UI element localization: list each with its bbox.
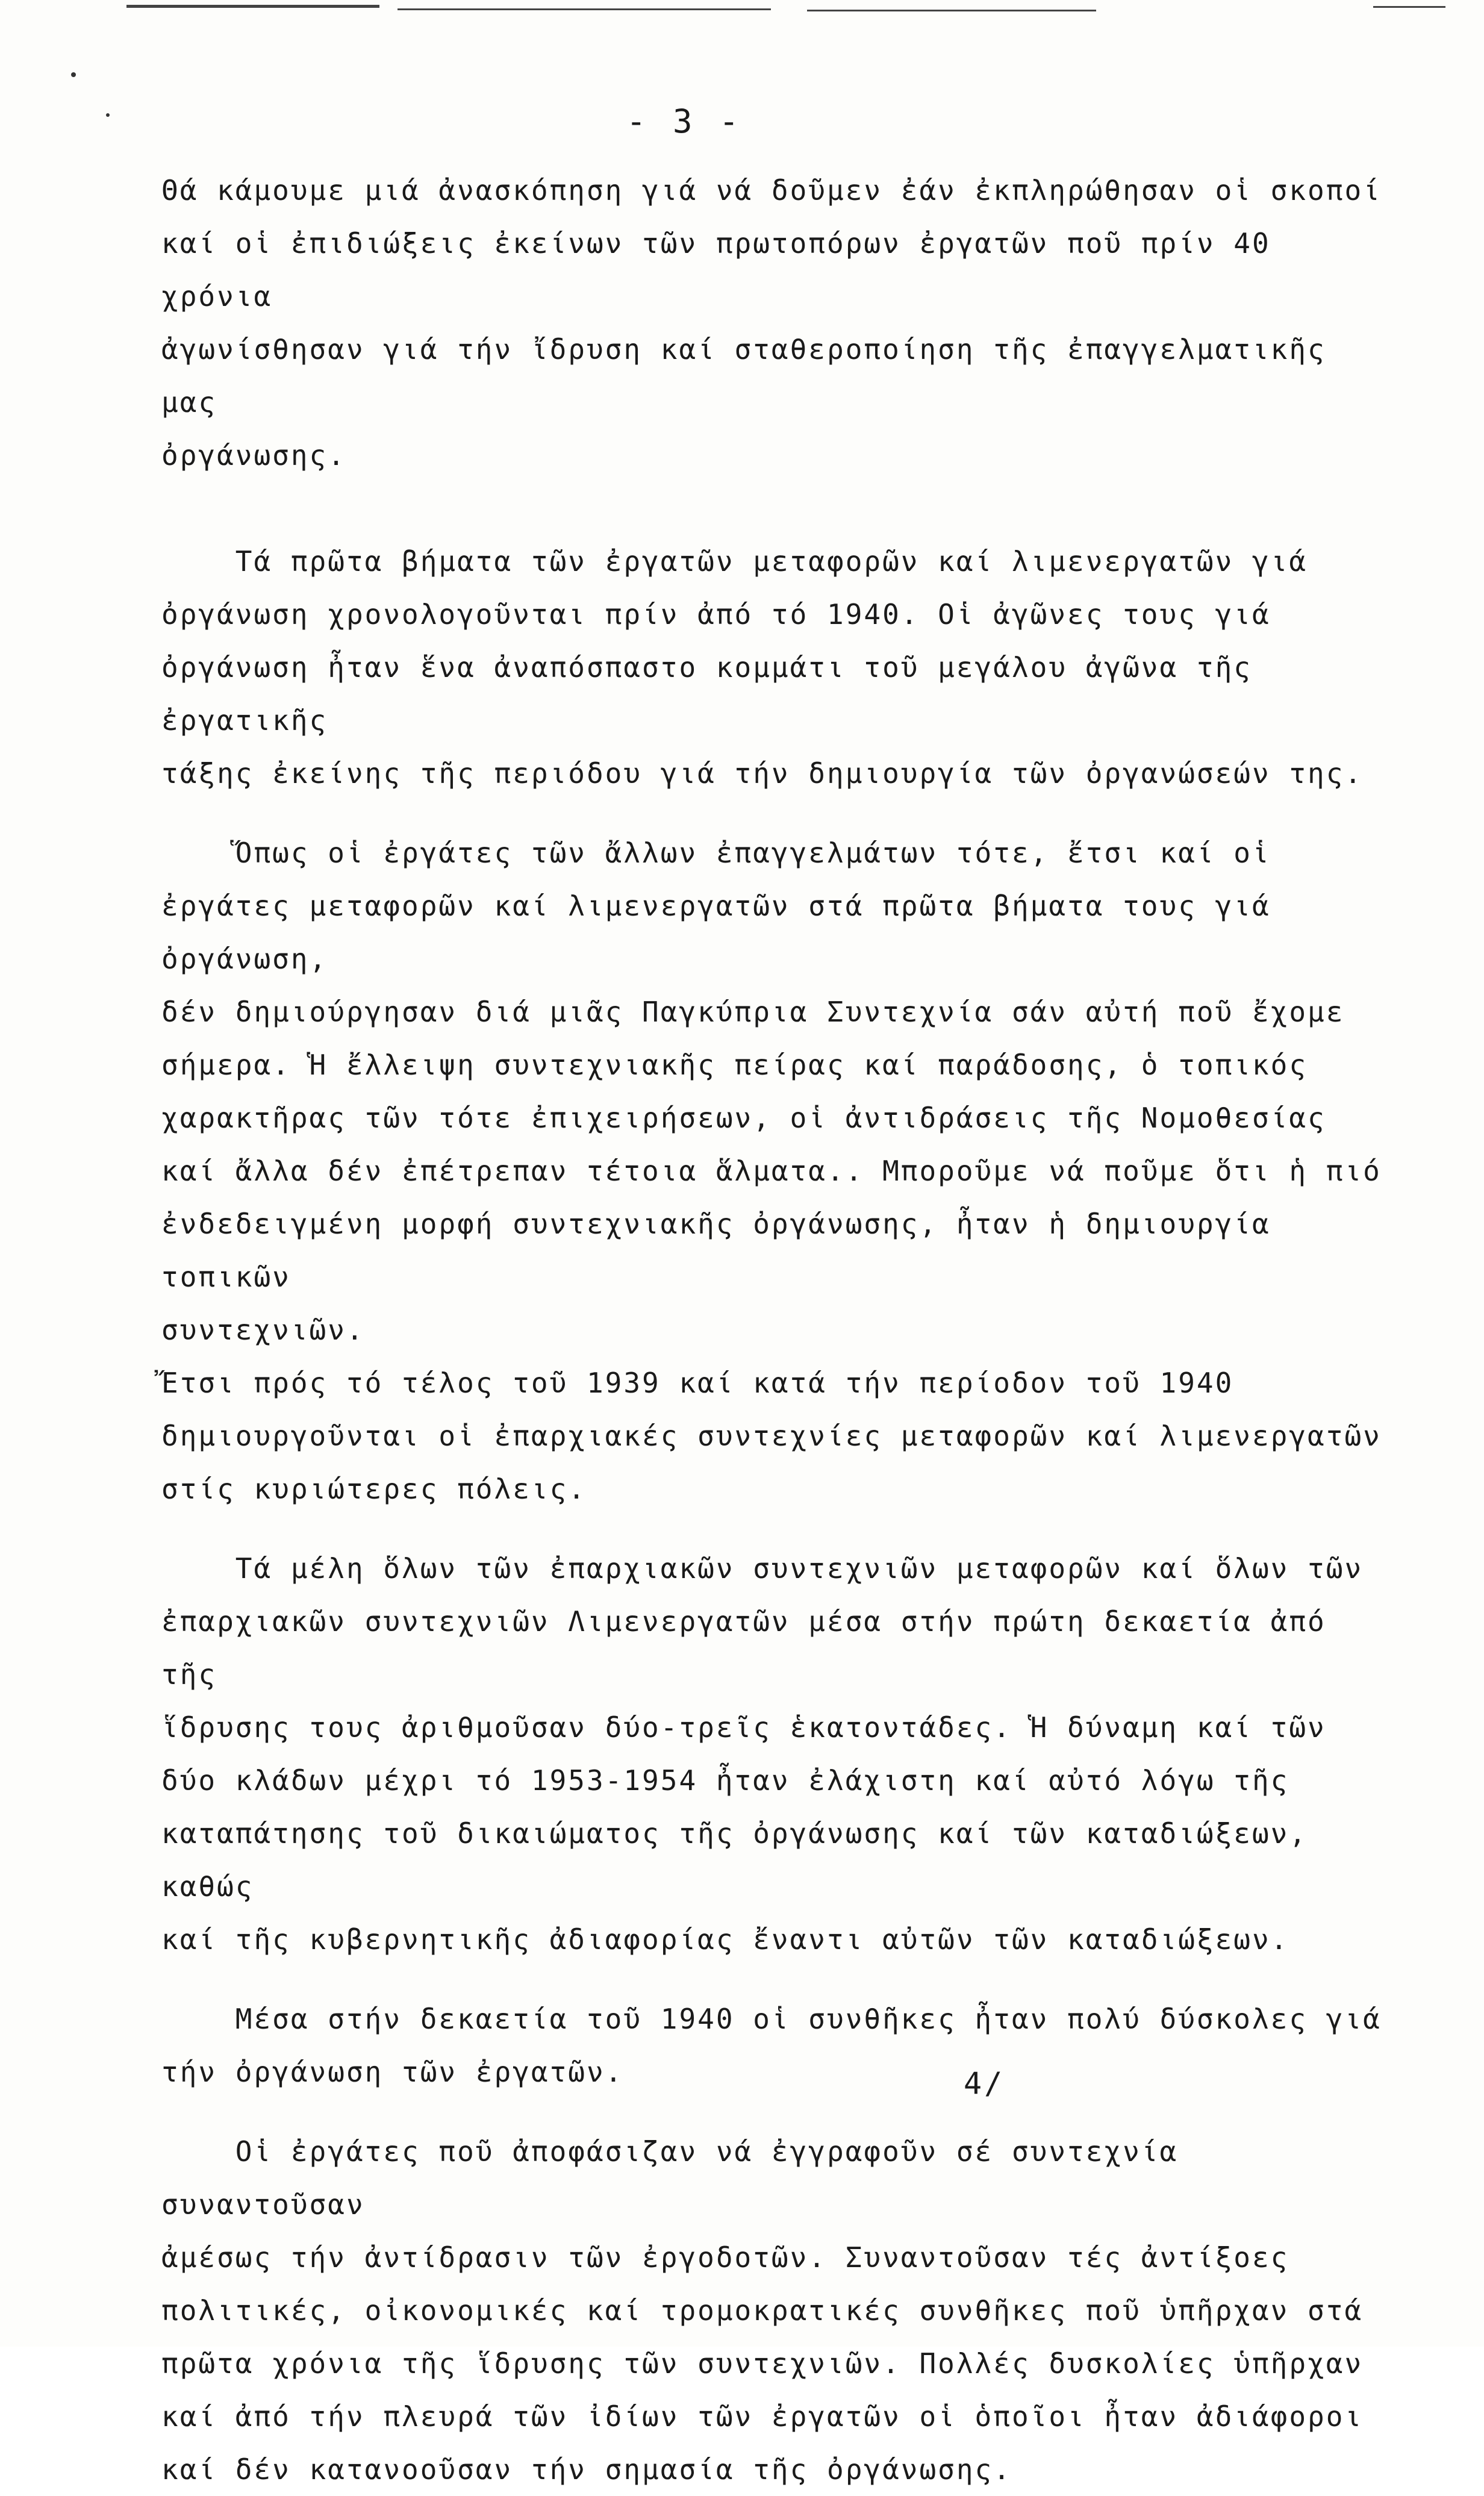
paragraph-1940s-conditions: Μέσα στήν δεκαετία τοῦ 1940 οἱ συνθῆκες ἦταν πολύ δύσκολες γιά τήν ὀργάνωση τῶν ἐργατῶν. [161,2003,1382,2088]
scan-speck [71,72,76,77]
continuation-marker: 4/ [964,2066,1005,2101]
scan-top-edge [0,0,1484,24]
scan-rule-left [126,5,379,8]
body-text [161,164,1396,2496]
scan-speck [106,113,110,117]
scan-rule-far-right [1373,6,1445,8]
paragraph-worker-difficulties: Οἱ ἐργάτες ποῦ ἀποφάσιζαν νά ἐγγραφοῦν σέ συντεχνία συναντοῦσαν ἀμέσως τήν ἀντίδρασιν τῶν ἐργοδοτῶν. Συναντοῦσαν τές ἀντίξοες πολιτικές, οἰκονομικές καί τρομοκρατικές συνθῆκες ποῦ ὑπῆρχαν στά πρῶτα χρόνια τῆς ἵδρυσης τῶν συντεχνιῶν. Πολλές δυσκολίες ὑπῆρχαν καί ἀπό τήν πλευρά τῶν ἰδίων τῶν ἐργατῶν οἱ ὁποῖοι ἦταν ἀδιάφοροι καί δέν κατανοοῦσαν τήν σημασία τῆς ὀργάνωσης. [161,2135,1364,2486]
paragraph-district-unions: Ἔτσι πρός τό τέλος τοῦ 1939 καί κατά τήν περίοδον τοῦ 1940 δημιουργοῦνται οἱ ἐπαρχιακές συντεχνίες μεταφορῶν καί λιμενεργατῶν στίς κυριώτερες πόλεις. [161,1367,1382,1505]
scan-rule-mid [398,8,771,10]
paragraph-review: Θά κάμουμε μιά ἀνασκόπηση γιά νά δοῦμεν ἐάν ἐκπληρώθησαν οἱ σκοποί καί οἱ ἐπιδιώξεις ἐκείνων τῶν πρωτοπόρων ἐργατῶν ποῦ πρίν 40 χρόνια ἀγωνίσθησαν γιά τήν ἴδρυση καί σταθεροποίηση τῆς ἐπαγγελματικῆς μας ὀργάνωσης. [161,174,1382,472]
scan-rule-right [807,10,1096,11]
paragraph-membership: Τά μέλη ὅλων τῶν ἐπαρχιακῶν συντεχνιῶν μεταφορῶν καί ὅλων τῶν ἐπαρχιακῶν συντεχνιῶν Λιμενεργατῶν μέσα στήν πρώτη δεκαετία ἀπό τῆς ἵδρυσης τους ἀριθμοῦσαν δύο-τρεῖς ἑκατοντάδες. Ἡ δύναμη καί τῶν δύο κλάδων μέχρι τό 1953-1954 ἦταν ἐλάχιστη καί αὐτό λόγω τῆς καταπάτησης τοῦ δικαιώματος τῆς ὀργάνωσης καί τῶν καταδιώξεων, καθώς καί τῆς κυβερνητικῆς ἀδιαφορίας ἔναντι αὐτῶν τῶν καταδιώξεων. [161,1552,1364,1956]
page-number: - 3 - [626,102,743,140]
paragraph-first-steps: Τά πρῶτα βήματα τῶν ἐργατῶν μεταφορῶν καί λιμενεργατῶν γιά ὀργάνωση χρονολογοῦνται πρίν ἀπό τό 1940. Οἱ ἀγῶνες τους γιά ὀργάνωση ἦταν ἕνα ἀναπόσπαστο κομμάτι τοῦ μεγάλου ἀγῶνα τῆς ἐργατικῆς τάξης ἐκείνης τῆς περιόδου γιά τήν δημιουργία τῶν ὀργανώσεών της. [161,545,1364,790]
paragraph-local-unions: Ὅπως οἱ ἐργάτες τῶν ἄλλων ἐπαγγελμάτων τότε, ἔτσι καί οἱ ἐργάτες μεταφορῶν καί λιμενεργατῶν στά πρῶτα βήματα τους γιά ὀργάνωση, δέν δημιούργησαν διά μιᾶς Παγκύπρια Συντεχνία σάν αὐτή ποῦ ἔχομε σήμερα. Ἡ ἔλλειψη συντεχνιακῆς πείρας καί παράδοσης, ὁ τοπικός χαρακτῆρας τῶν τότε ἐπιχειρήσεων, οἱ ἀντιδράσεις τῆς Νομοθεσίας καί ἄλλα δέν ἐπέτρεπαν τέτοια ἅλματα.. Μποροῦμε νά ποῦμε ὅτι ἡ πιό ἐνδεδειγμένη μορφή συντεχνιακῆς ὀργάνωσης, ἦταν ἡ δημιουργία τοπικῶν συντεχνιῶν. [161,837,1382,1346]
